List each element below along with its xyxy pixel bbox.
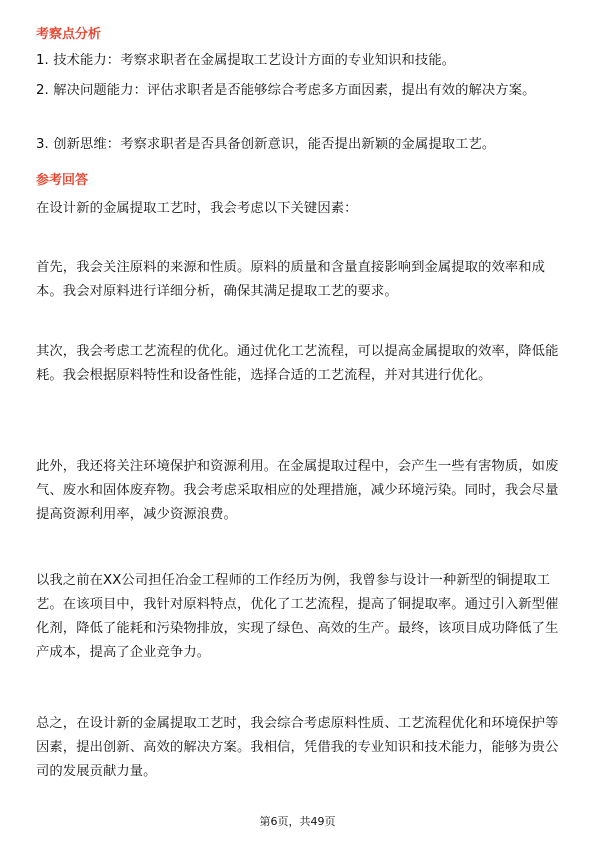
analysis-item-3: 3. 创新思维：考察求职者是否具备创新意识，能否提出新颖的金属提取工艺。 [36,137,496,152]
answer-paragraph-conclusion: 总之，在设计新的金属提取工艺时，我会综合考虑原料性质、工艺流程优化和环境保护等因素，提出创新、高效的解决方案。我相信，凭借我的专业知识和技术能力，能够为贵公司的发展贡献力量。 [36,716,559,779]
answer-paragraph-experience: 以我之前在XX公司担任冶金工程师的工作经历为例，我曾参与设计一种新型的铜提取工艺。在该项目中，我针对原料特点，优化了工艺流程，提高了铜提取率。通过引入新型催化剂，降低了能耗和污染物排放，实现了绿色、高效的生产。最终，该项目成功降低了生产成本，提高了企业竞争力。 [36,573,559,660]
answer-paragraph-environment: 此外，我还将关注环境保护和资源利用。在金属提取过程中，会产生一些有害物质，如废气、废水和固体废弃物。我会考虑采取相应的处理措施，减少环境污染。同时，我会尽量提高资源利用率，减少资源浪费。 [36,459,559,522]
section-title-answer: 参考回答 [36,173,89,188]
analysis-item-1: 1. 技术能力：考察求职者在金属提取工艺设计方面的专业知识和技能。 [36,53,456,68]
answer-paragraph-intro: 在设计新的金属提取工艺时，我会考虑以下关键因素： [36,201,358,216]
answer-paragraph-raw-material: 首先，我会关注原料的来源和性质。原料的质量和含量直接影响到金属提取的效率和成本。我会对原料进行详细分析，确保其满足提取工艺的要求。 [36,260,546,299]
page-number: 第6页，共49页 [259,815,336,828]
answer-paragraph-process: 其次，我会考虑工艺流程的优化。通过优化工艺流程，可以提高金属提取的效率，降低能耗。我会根据原料特性和设备性能，选择合适的工艺流程，并对其进行优化。 [36,344,559,383]
analysis-item-2: 2. 解决问题能力：评估求职者是否能够综合考虑多方面因素，提出有效的解决方案。 [36,83,536,98]
section-title-analysis: 考察点分析 [36,27,102,42]
